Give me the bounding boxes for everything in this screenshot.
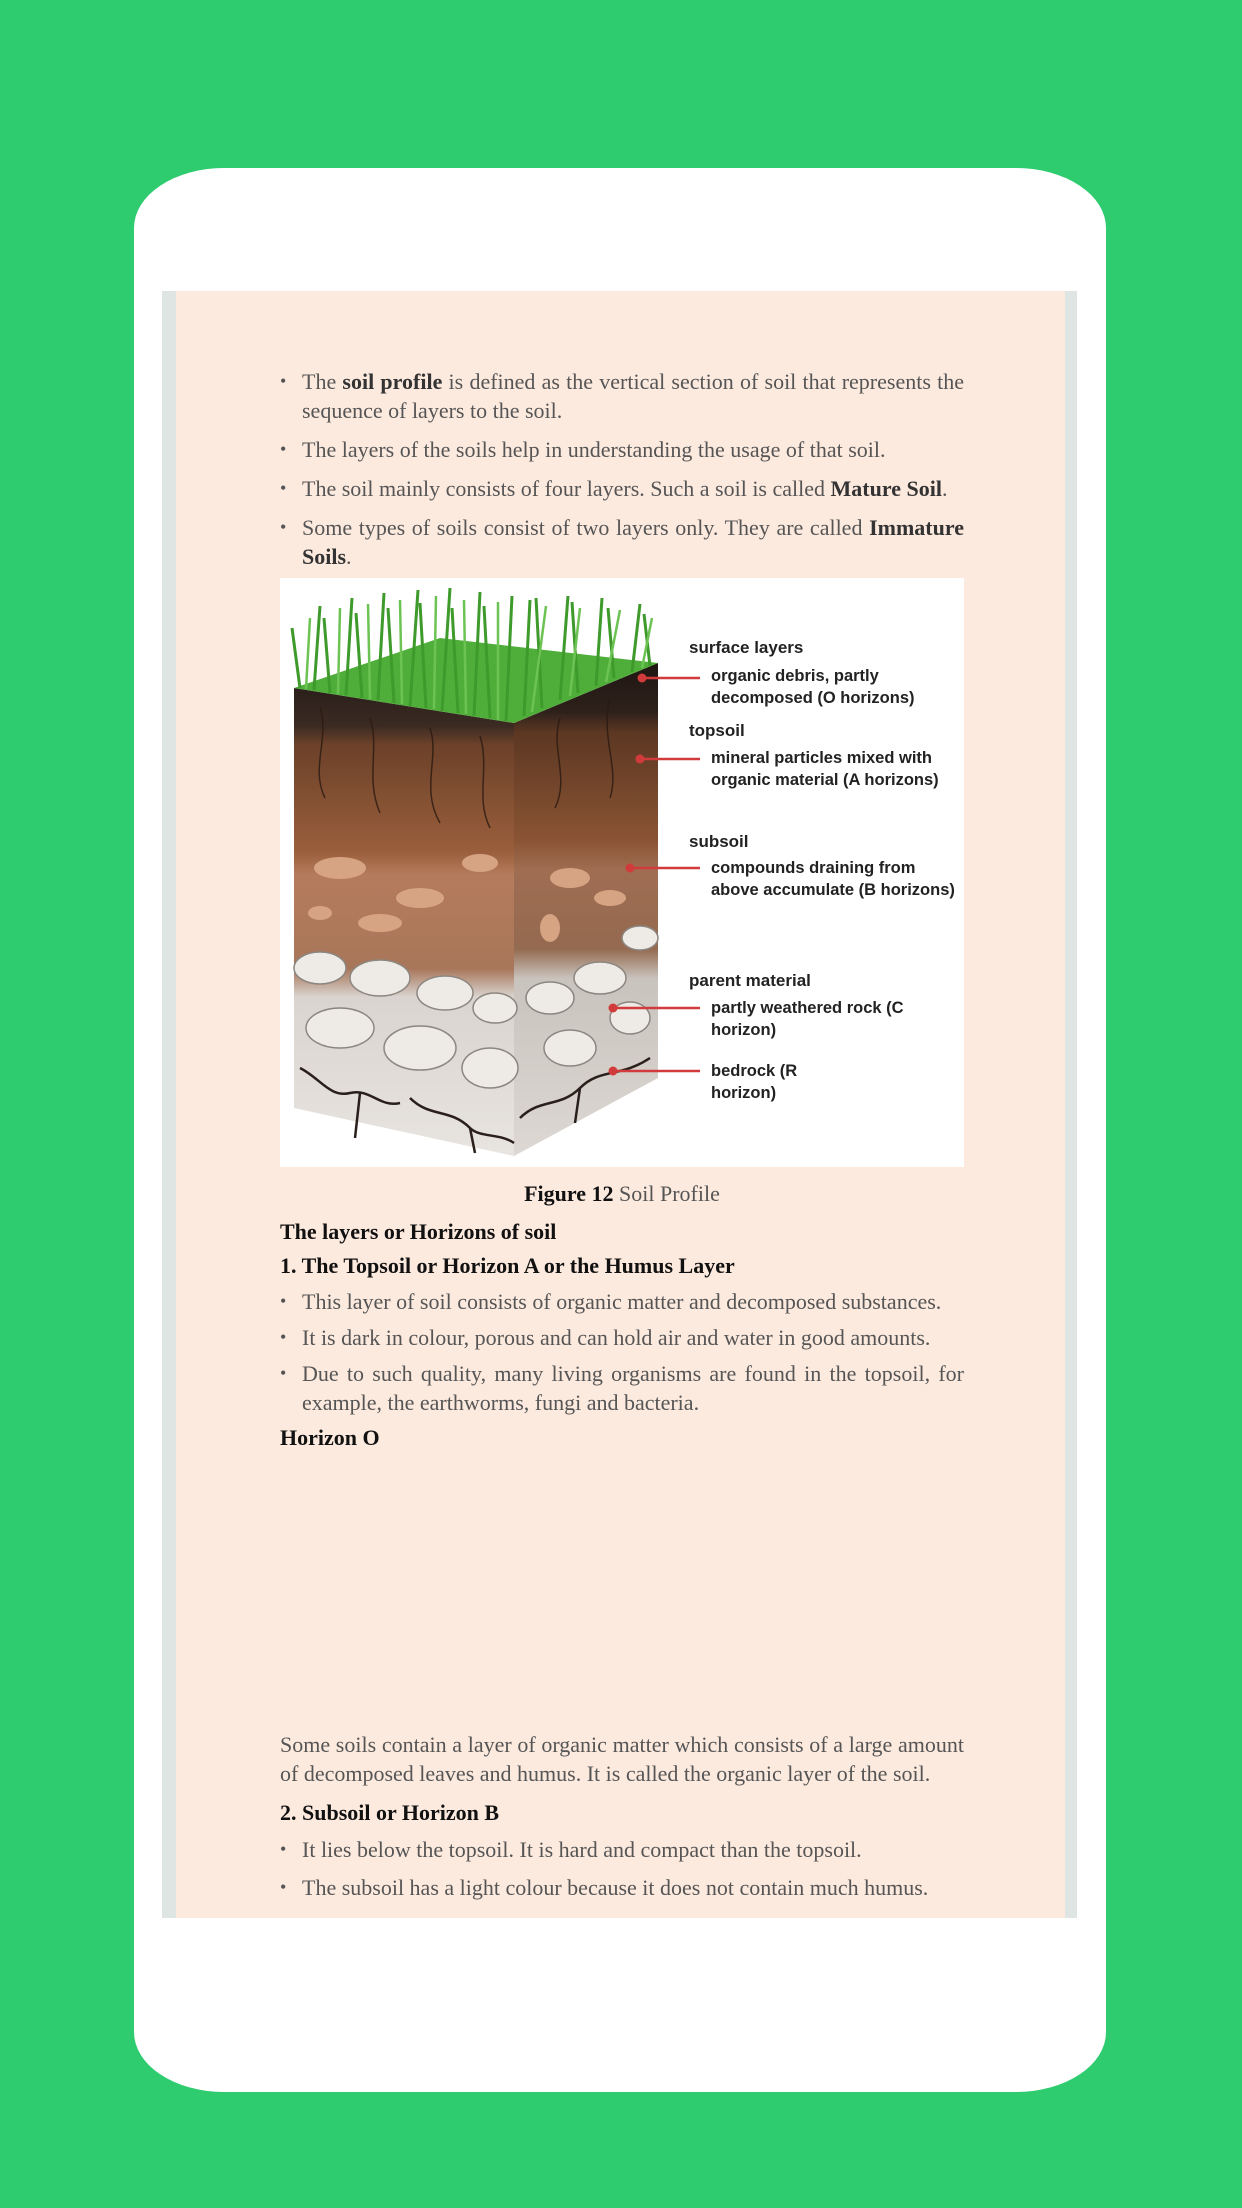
bullet-soil-profile: • The soil profile is defined as the vertical section of soil that represents the sequence of layers to the soil. [280,367,964,425]
bullet-layers-usage: • The layers of the soils help in understanding the usage of that soil. [280,435,964,464]
bullet-subsoil-light: • The subsoil has a light colour because it does not contain much humus. [280,1873,964,1902]
label-subsoil: subsoil [689,832,749,851]
heading-layers: The layers or Horizons of soil [280,1219,557,1244]
heading-topsoil: 1. The Topsoil or Horizon A or the Humus Layer [280,1253,735,1278]
bullet-mature-soil: • The soil mainly consists of four layers. Such a soil is called Mature Soil. [280,474,964,503]
body-section [280,1179,964,1452]
bullet-subsoil-hard: • It lies below the topsoil. It is hard and compact than the topsoil. [280,1835,964,1864]
label-parent-material: parent material [689,971,811,990]
heading-subsoil: 2. Subsoil or Horizon B [280,1800,500,1825]
topsoil-bullet-list [280,1287,964,1417]
figure-caption: Figure 12 Soil Profile [524,1181,720,1206]
soil-profile-figure [280,578,964,1167]
heading-horizon-o: Horizon O [280,1425,380,1450]
label-surface-desc: organic debris, partly decomposed (O horizons) [711,667,915,707]
intro-bullet-list [280,367,964,571]
bullet-topsoil-dark: • It is dark in colour, porous and can hold air and water in good amounts. [280,1323,964,1352]
label-parent-desc: partly weathered rock (C horizon) [711,999,904,1039]
label-topsoil: topsoil [689,721,745,740]
intro-section [280,367,964,571]
label-surface-layers: surface layers [689,638,804,657]
subsoil-bullet-list [280,1835,964,1902]
lower-section [280,1730,964,1902]
organic-layer-paragraph: Some soils contain a layer of organic matter which consists of a large amount of decomposed leaves and humus. It is called the organic layer of the soil. [280,1732,964,1786]
document-page[interactable] [162,291,1077,1918]
bullet-topsoil-organisms: • Due to such quality, many living organisms are found in the topsoil, for example, the earthworms, fungi and bacteria. [280,1359,964,1417]
label-bedrock: bedrock (R horizon) [711,1062,798,1102]
bullet-immature-soils: • Some types of soils consist of two layers only. They are called Immature Soils. [280,513,964,571]
label-subsoil-desc: compounds draining from above accumulate (B horizons) [711,859,955,899]
label-topsoil-desc: mineral particles mixed with organic material (A horizons) [711,749,939,789]
bullet-topsoil-organic: • This layer of soil consists of organic matter and decomposed substances. [280,1287,964,1316]
